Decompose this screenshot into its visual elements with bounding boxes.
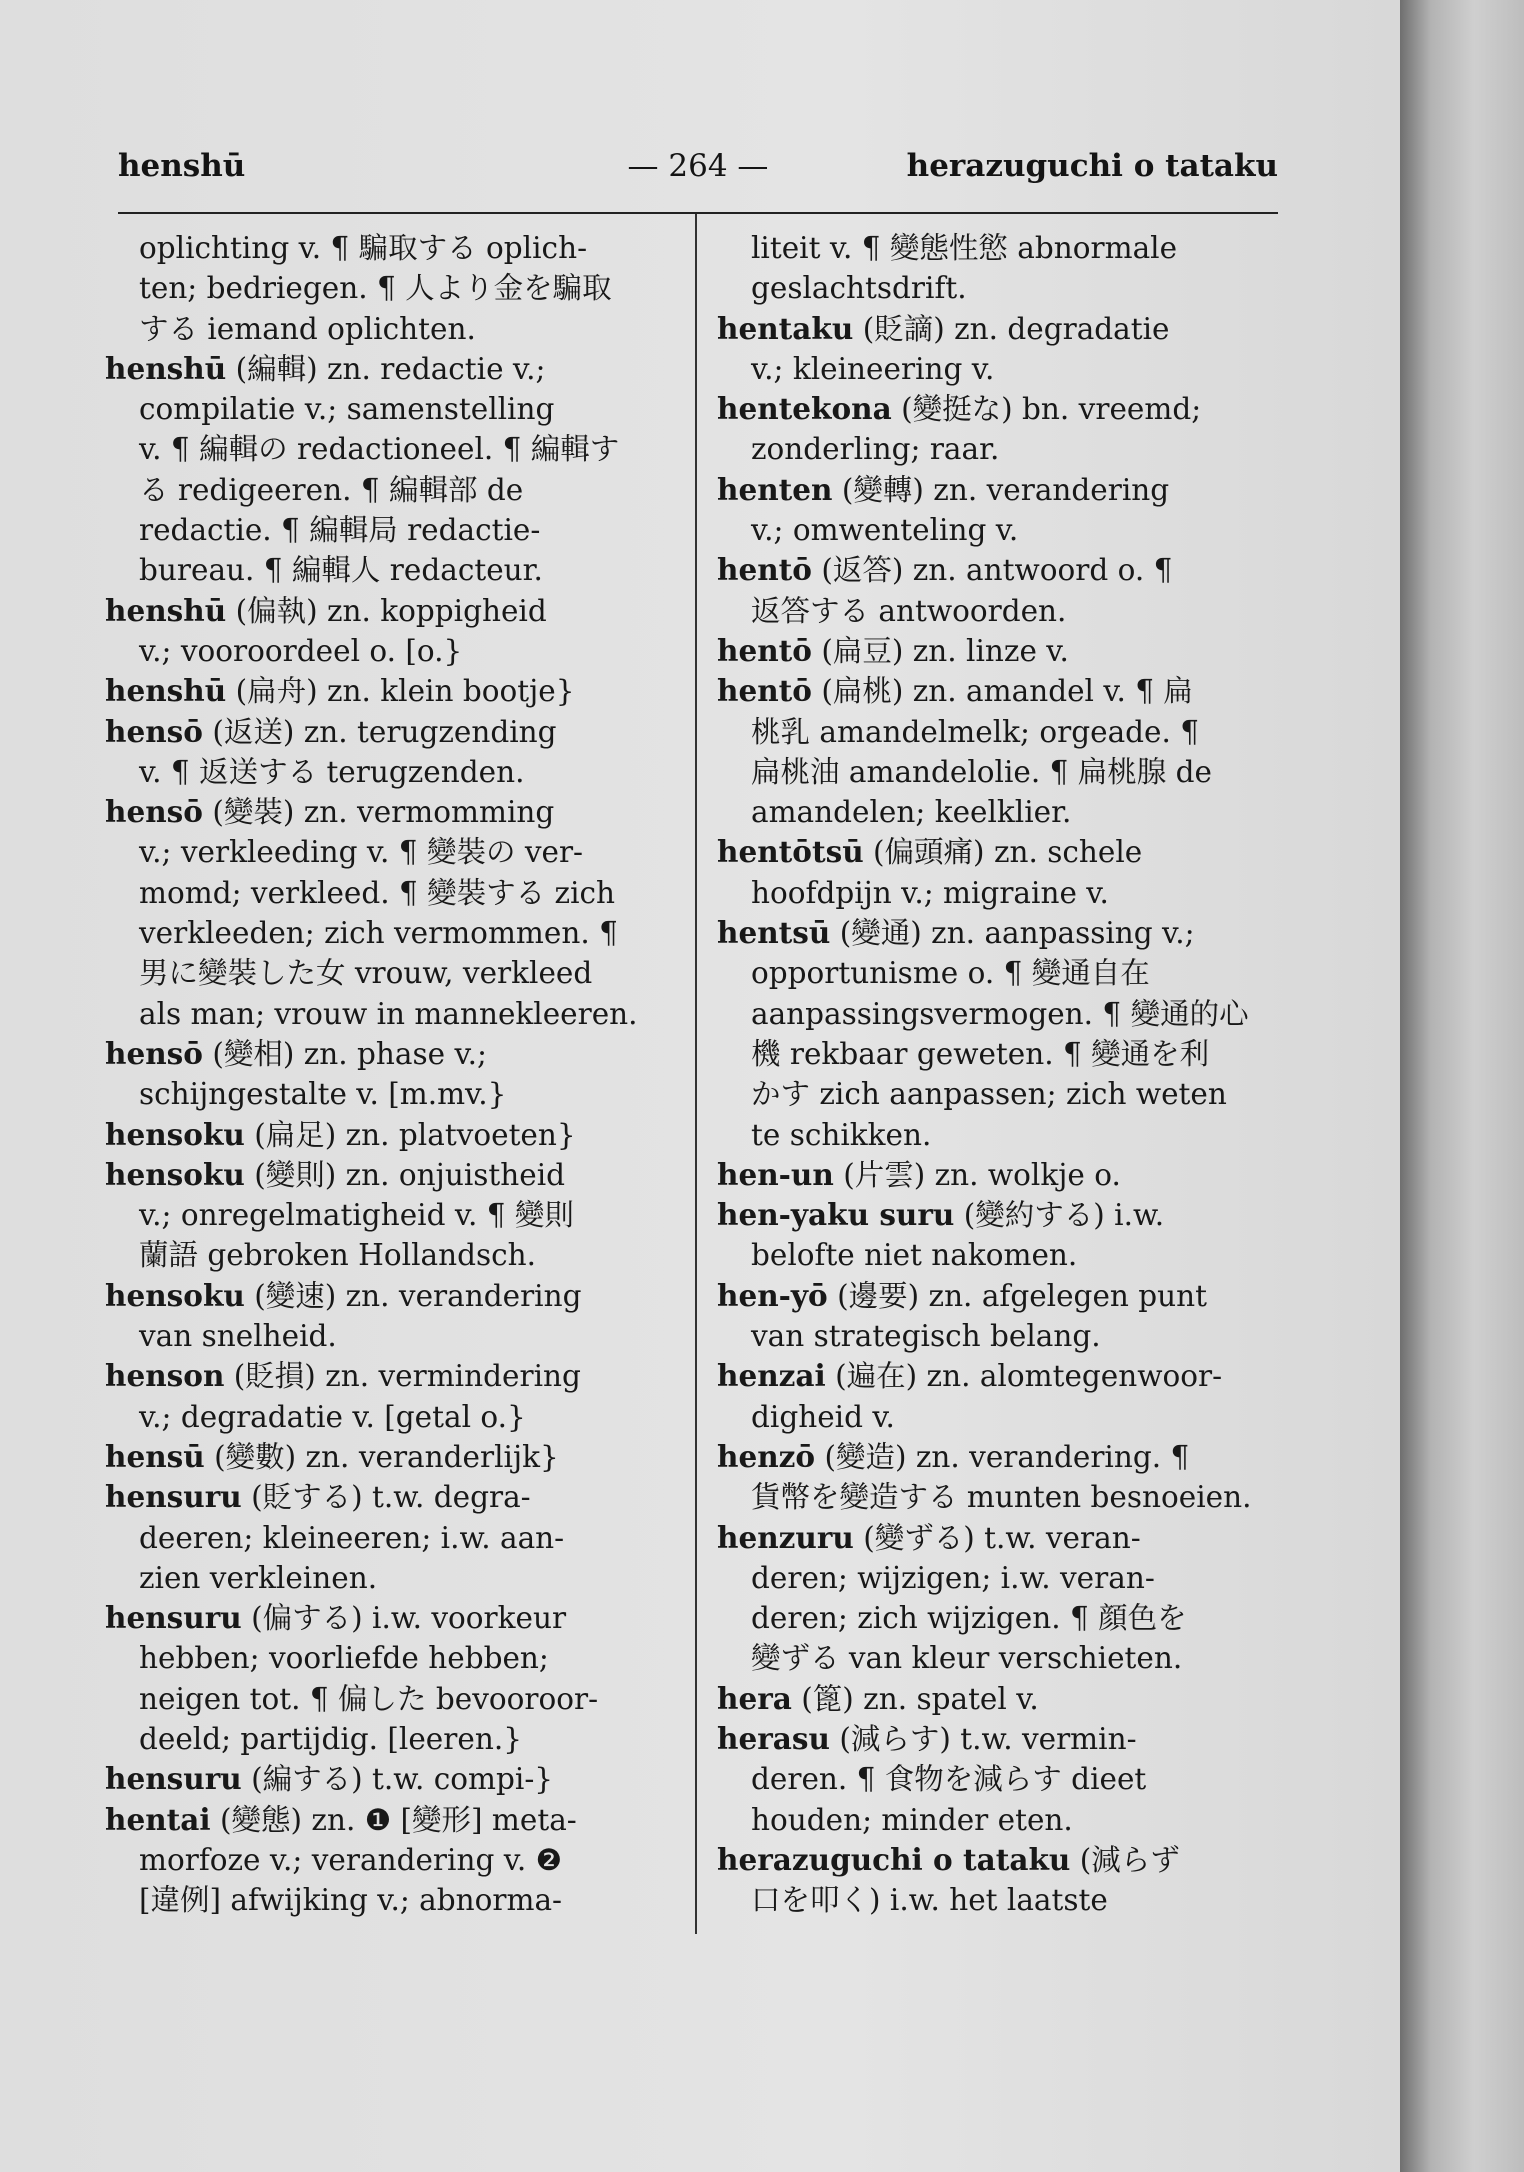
entry-text: (變數) zn. veranderlijk} (214, 1439, 559, 1474)
entry-continuation-line (717, 1880, 1287, 1920)
entry-continuation-line (717, 1235, 1287, 1275)
headword: hentsū (717, 915, 831, 951)
column-divider (695, 214, 697, 1934)
dictionary-entry-line (717, 1719, 1287, 1759)
entry-text: als man; vrouw in mannekleeren. (139, 996, 638, 1031)
entry-continuation-line (105, 429, 675, 469)
entry-continuation-line (717, 228, 1287, 268)
right-column (717, 228, 1287, 1920)
page-number: — 264 — (627, 148, 769, 184)
next-page-edge (1400, 0, 1524, 2172)
header-left-guideword: henshū (118, 148, 246, 184)
entry-continuation-line (717, 1115, 1287, 1155)
entry-text: houden; minder eten. (751, 1802, 1073, 1837)
entry-text: (扁豆) zn. linze v. (821, 633, 1069, 668)
entry-continuation-line (717, 591, 1287, 631)
entry-continuation-line (105, 1880, 675, 1920)
headword: henzō (717, 1438, 816, 1474)
entry-text: opportunisme o. ¶ 變通自在 (751, 956, 1150, 991)
dictionary-entry-line (717, 470, 1287, 510)
entry-continuation-line (105, 631, 675, 671)
dictionary-entry-line (717, 550, 1287, 590)
entry-continuation-line (717, 1477, 1287, 1517)
entry-text: neigen tot. ¶ 偏した bevooroor- (139, 1681, 599, 1716)
entry-text: (貶する) t.w. degra- (251, 1480, 531, 1515)
entry-text: deeld; partijdig. [leeren.} (139, 1721, 522, 1756)
headword: hensuru (105, 1479, 242, 1515)
entry-continuation-line (717, 1598, 1287, 1638)
dictionary-entry-line (717, 1679, 1287, 1719)
entry-text: (變ずる) t.w. veran- (863, 1520, 1141, 1555)
headword: herasu (717, 1720, 830, 1756)
headword: henzuru (717, 1519, 854, 1555)
entry-text: (變造) zn. verandering. ¶ (824, 1439, 1190, 1474)
entry-text: 返答する antwoorden. (751, 593, 1067, 628)
header-rule (118, 212, 1278, 214)
headword: hentai (105, 1801, 211, 1837)
dictionary-entry-line (105, 792, 675, 832)
entry-continuation-line (717, 1074, 1287, 1114)
headword: herazuguchi o tataku (717, 1841, 1071, 1877)
entry-text: aanpassingsvermogen. ¶ 變通的心 (751, 996, 1249, 1031)
entry-text: (編輯) zn. redactie v.; (235, 351, 546, 386)
headword: hentekona (717, 391, 892, 427)
headword: hentaku (717, 310, 854, 346)
entry-text: hoofdpijn v.; migraine v. (751, 875, 1109, 910)
entry-text: (變態) zn. ❶ [變形] meta- (220, 1802, 577, 1837)
entry-text: (減らず (1079, 1842, 1180, 1877)
dictionary-entry-line (717, 1840, 1287, 1880)
entry-continuation-line (105, 1679, 675, 1719)
dictionary-entry-line (717, 1356, 1287, 1396)
entry-continuation-line (717, 1759, 1287, 1799)
headword: hensuru (105, 1600, 242, 1636)
entry-continuation-line (105, 1397, 675, 1437)
entry-text: (變約する) i.w. (963, 1198, 1165, 1233)
entry-text: 貨幣を變造する munten besnoeien. (751, 1480, 1252, 1515)
entry-text: (篦) zn. spatel v. (801, 1681, 1039, 1716)
entry-text: (變速) zn. verandering (254, 1278, 582, 1313)
dictionary-entry-line (105, 1759, 675, 1799)
entry-text: 男に變裝した女 vrouw, verkleed (139, 956, 593, 991)
entry-continuation-line (717, 1638, 1287, 1678)
entry-text: ten; bedriegen. ¶ 人より金を騙取 (139, 271, 612, 306)
entry-text: (變裝) zn. vermomming (212, 795, 555, 830)
entry-continuation-line (717, 429, 1287, 469)
entry-text: geslachtsdrift. (751, 271, 967, 306)
entry-text: る redigeeren. ¶ 編輯部 de (139, 472, 524, 507)
header-right-guideword: herazuguchi o tataku (906, 148, 1278, 184)
headword: hensoku (105, 1156, 245, 1192)
entry-text: v. ¶ 返送する terugzenden. (139, 754, 525, 789)
dictionary-entry-line (717, 309, 1287, 349)
entry-continuation-line (717, 1397, 1287, 1437)
entry-continuation-line (105, 1638, 675, 1678)
dictionary-entry-line (105, 591, 675, 631)
entry-text: v.; onregelmatigheid v. ¶ 變則 (139, 1198, 574, 1233)
entry-continuation-line (717, 752, 1287, 792)
entry-continuation-line (717, 1034, 1287, 1074)
entry-continuation-line (105, 470, 675, 510)
entry-text: かす zich aanpassen; zich weten (751, 1077, 1227, 1112)
dictionary-entry-line (717, 913, 1287, 953)
entry-text: van strategisch belang. (751, 1319, 1101, 1354)
headword: henson (105, 1358, 225, 1394)
dictionary-entry-line (105, 1155, 675, 1195)
entry-text: [違例] afwijking v.; abnorma- (139, 1883, 563, 1918)
entry-text: (編する) t.w. compi-} (251, 1762, 554, 1797)
entry-continuation-line (717, 1558, 1287, 1598)
entry-continuation-line (717, 712, 1287, 752)
entry-continuation-line (105, 268, 675, 308)
entry-continuation-line (717, 349, 1287, 389)
dictionary-entry-line (717, 1437, 1287, 1477)
entry-text: 桃乳 amandelmelk; orgeade. ¶ (751, 714, 1200, 749)
dictionary-entry-line (717, 1276, 1287, 1316)
dictionary-entry-line (105, 1437, 675, 1477)
entry-continuation-line (105, 994, 675, 1034)
entry-text: liteit v. ¶ 變態性慾 abnormale (751, 231, 1178, 265)
entry-text: 機 rekbaar geweten. ¶ 變通を利 (751, 1036, 1210, 1071)
entry-text: compilatie v.; samenstelling (139, 392, 555, 427)
entry-text: (變挺な) bn. vreemd; (901, 392, 1202, 427)
entry-continuation-line (717, 792, 1287, 832)
running-header (118, 148, 1278, 194)
headword: hentōtsū (717, 834, 864, 870)
headword: henshū (105, 592, 227, 628)
headword: hensoku (105, 1116, 245, 1152)
headword: henshū (105, 350, 227, 386)
entry-text: (貶損) zn. vermindering (233, 1359, 581, 1394)
entry-continuation-line (105, 1195, 675, 1235)
dictionary-entry-line (105, 1356, 675, 1396)
headword: henshū (105, 673, 227, 709)
entry-text: (扁足) zn. platvoeten} (254, 1117, 576, 1152)
dictionary-entry-line (105, 1034, 675, 1074)
entry-text: redactie. ¶ 編輯局 redactie- (139, 513, 541, 548)
headword: hentō (717, 632, 812, 668)
entry-text: (變通) zn. aanpassing v.; (839, 916, 1195, 951)
entry-text: deren. ¶ 食物を減らす dieet (751, 1762, 1147, 1797)
entry-continuation-line (105, 953, 675, 993)
headword: hensō (105, 794, 203, 830)
dictionary-entry-line (717, 671, 1287, 711)
entry-continuation-line (105, 752, 675, 792)
entry-text: belofte niet nakomen. (751, 1238, 1078, 1273)
headword: hensoku (105, 1277, 245, 1313)
entry-text: v.; kleineering v. (751, 351, 995, 386)
entry-text: する iemand oplichten. (139, 311, 476, 346)
dictionary-entry-line (105, 1115, 675, 1155)
headword: hen-un (717, 1156, 834, 1192)
headword: henten (717, 471, 833, 507)
entry-text: momd; verkleed. ¶ 變裝する zich (139, 875, 616, 910)
entry-continuation-line (105, 1316, 675, 1356)
entry-text: amandelen; keelklier. (751, 795, 1072, 830)
entry-text: oplichting v. ¶ 騙取する oplich- (139, 231, 588, 265)
dictionary-entry-line (717, 1155, 1287, 1195)
entry-continuation-line (105, 389, 675, 429)
entry-text: (片雲) zn. wolkje o. (843, 1157, 1121, 1192)
entry-text: bureau. ¶ 編輯人 redacteur. (139, 553, 543, 588)
headword: hen-yaku suru (717, 1197, 955, 1233)
dictionary-entry-line (105, 1477, 675, 1517)
entry-text: (變則) zn. onjuistheid (254, 1157, 566, 1192)
headword: hensū (105, 1438, 205, 1474)
entry-text: morfoze v.; verandering v. ❷ (139, 1842, 563, 1877)
headword: hera (717, 1680, 792, 1716)
entry-continuation-line (105, 228, 675, 268)
dictionary-entry-line (105, 712, 675, 752)
entry-text: schijngestalte v. [m.mv.} (139, 1077, 507, 1112)
entry-text: (扁桃) zn. amandel v. ¶ 扁 (821, 674, 1193, 709)
entry-text: van snelheid. (139, 1319, 337, 1354)
entry-continuation-line (105, 1840, 675, 1880)
headword: hentō (717, 552, 812, 588)
entry-continuation-line (105, 1235, 675, 1275)
entry-text: deren; wijzigen; i.w. veran- (751, 1560, 1155, 1595)
entry-text: v.; degradatie v. [getal o.} (139, 1399, 526, 1434)
entry-continuation-line (717, 510, 1287, 550)
dictionary-entry-line (717, 631, 1287, 671)
entry-text: (貶謫) zn. degradatie (862, 311, 1170, 346)
entry-continuation-line (105, 913, 675, 953)
entry-continuation-line (105, 309, 675, 349)
headword: hensuru (105, 1761, 242, 1797)
entry-text: 變ずる van kleur verschieten. (751, 1641, 1183, 1676)
entry-continuation-line (717, 953, 1287, 993)
dictionary-entry-line (717, 1195, 1287, 1235)
dictionary-entry-line (105, 349, 675, 389)
entry-text: 扁桃油 amandelolie. ¶ 扁桃腺 de (751, 754, 1213, 789)
entry-text: (邊要) zn. afgelegen punt (837, 1278, 1208, 1313)
entry-text: (減らす) t.w. vermin- (839, 1721, 1137, 1756)
entry-text: zonderling; raar. (751, 432, 1000, 467)
entry-text: (變轉) zn. verandering (841, 472, 1170, 507)
headword: henzai (717, 1358, 826, 1394)
entry-text: (遍在) zn. alomtegenwoor- (835, 1359, 1223, 1394)
dictionary-entry-line (717, 832, 1287, 872)
entry-text: v. ¶ 編輯の redactioneel. ¶ 編輯す (139, 432, 620, 467)
entry-text: 蘭語 gebroken Hollandsch. (139, 1238, 537, 1273)
headword: hentō (717, 673, 812, 709)
entry-text: (偏する) i.w. voorkeur (251, 1601, 567, 1636)
entry-continuation-line (717, 994, 1287, 1034)
entry-continuation-line (717, 1800, 1287, 1840)
entry-continuation-line (717, 873, 1287, 913)
entry-text: verkleeden; zich vermommen. ¶ (139, 916, 618, 951)
entry-text: (偏執) zn. koppigheid (235, 593, 547, 628)
dictionary-entry-line (717, 389, 1287, 429)
entry-text: v.; verkleeding v. ¶ 變裝の ver- (139, 835, 584, 870)
entry-text: te schikken. (751, 1117, 932, 1152)
headword: hensō (105, 713, 203, 749)
entry-continuation-line (105, 550, 675, 590)
dictionary-entry-line (717, 1518, 1287, 1558)
entry-continuation-line (105, 1518, 675, 1558)
entry-text: v.; omwenteling v. (751, 513, 1019, 548)
entry-continuation-line (105, 510, 675, 550)
dictionary-entry-line (105, 1598, 675, 1638)
dictionary-entry-line (105, 1276, 675, 1316)
entry-text: v.; vooroordeel o. [o.} (139, 633, 463, 668)
dictionary-entry-line (105, 1800, 675, 1840)
entry-text: (返答) zn. antwoord o. ¶ (821, 553, 1173, 588)
entry-text: hebben; voorliefde hebben; (139, 1641, 549, 1676)
entry-continuation-line (105, 832, 675, 872)
entry-continuation-line (105, 1074, 675, 1114)
headword: hensō (105, 1035, 203, 1071)
entry-continuation-line (105, 873, 675, 913)
dictionary-entry-line (105, 671, 675, 711)
entry-text: deren; zich wijzigen. ¶ 顔色を (751, 1601, 1187, 1636)
entry-continuation-line (105, 1558, 675, 1598)
entry-continuation-line (105, 1719, 675, 1759)
entry-text: 口を叩く) i.w. het laatste (751, 1883, 1108, 1918)
entry-text: zien verkleinen. (139, 1560, 378, 1595)
headword: hen-yō (717, 1277, 828, 1313)
left-column (105, 228, 675, 1920)
entry-text: (偏頭痛) zn. schele (873, 835, 1143, 870)
entry-text: digheid v. (751, 1399, 895, 1434)
entry-text: deeren; kleineeren; i.w. aan- (139, 1520, 565, 1555)
entry-continuation-line (717, 268, 1287, 308)
entry-continuation-line (717, 1316, 1287, 1356)
entry-text: (變相) zn. phase v.; (212, 1036, 487, 1071)
entry-text: (扁舟) zn. klein bootje} (235, 674, 575, 709)
entry-text: (返送) zn. terugzending (212, 714, 557, 749)
